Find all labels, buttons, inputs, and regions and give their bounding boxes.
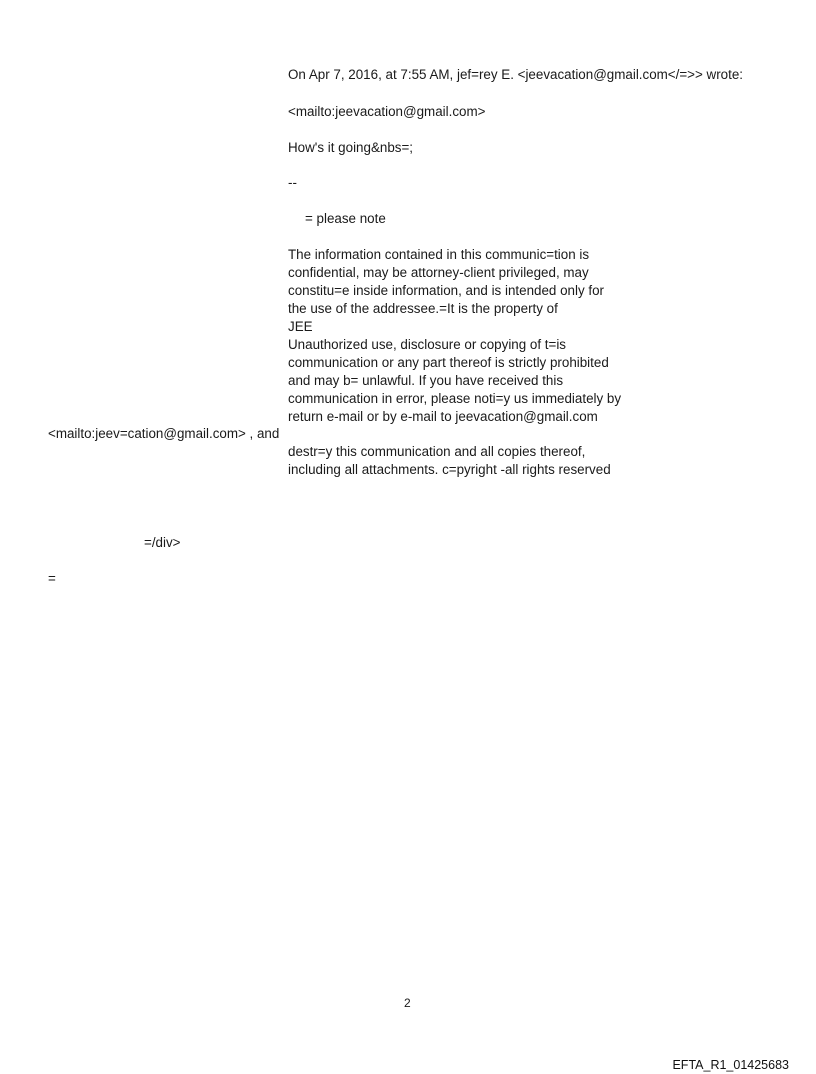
- div-close-fragment: =/div>: [144, 535, 181, 550]
- document-id: EFTA_R1_01425683: [672, 1058, 789, 1072]
- disclaimer-line: the use of the addressee.=It is the property of: [288, 301, 558, 316]
- mailto-line: <mailto:jeevacation@gmail.com>: [288, 104, 486, 119]
- disclaimer-block-2: [288, 443, 648, 479]
- note-line: = please note: [305, 211, 386, 226]
- greeting-line: How's it going&nbs=;: [288, 140, 414, 155]
- signature-separator: --: [288, 175, 297, 190]
- disclaimer-line: JEE: [288, 319, 313, 334]
- email-header-line: On Apr 7, 2016, at 7:55 AM, jef=rey E. <jeevacation@gmail.com</=>> wrote:: [288, 67, 743, 82]
- disclaimer-line: Unauthorized use, disclosure or copying of t=is: [288, 337, 567, 352]
- disclaimer-line: destr=y this communication and all copies thereof,: [288, 444, 586, 459]
- disclaimer-line: communication or any part thereof is strictly prohibited: [288, 355, 609, 370]
- disclaimer-line: constitu=e inside information, and is intended only for: [288, 283, 604, 298]
- disclaimer-line: The information contained in this communic=tion is: [288, 247, 590, 262]
- disclaimer-line: confidential, may be attorney-client privileged, may: [288, 265, 589, 280]
- disclaimer-line: including all attachments. c=pyright -all rights reserved: [288, 462, 611, 477]
- disclaimer-line: and may b= unlawful. If you have received this: [288, 373, 564, 388]
- page-number: 2: [404, 996, 411, 1010]
- disclaimer-line: communication in error, please noti=y us immediately by: [288, 391, 622, 406]
- disclaimer-block-1: [288, 246, 648, 426]
- left-mailto-line: <mailto:jeev=cation@gmail.com> , and: [48, 426, 280, 441]
- disclaimer-line: return e-mail or by e-mail to jeevacation@gmail.com: [288, 409, 598, 424]
- trailing-equals: =: [48, 571, 56, 586]
